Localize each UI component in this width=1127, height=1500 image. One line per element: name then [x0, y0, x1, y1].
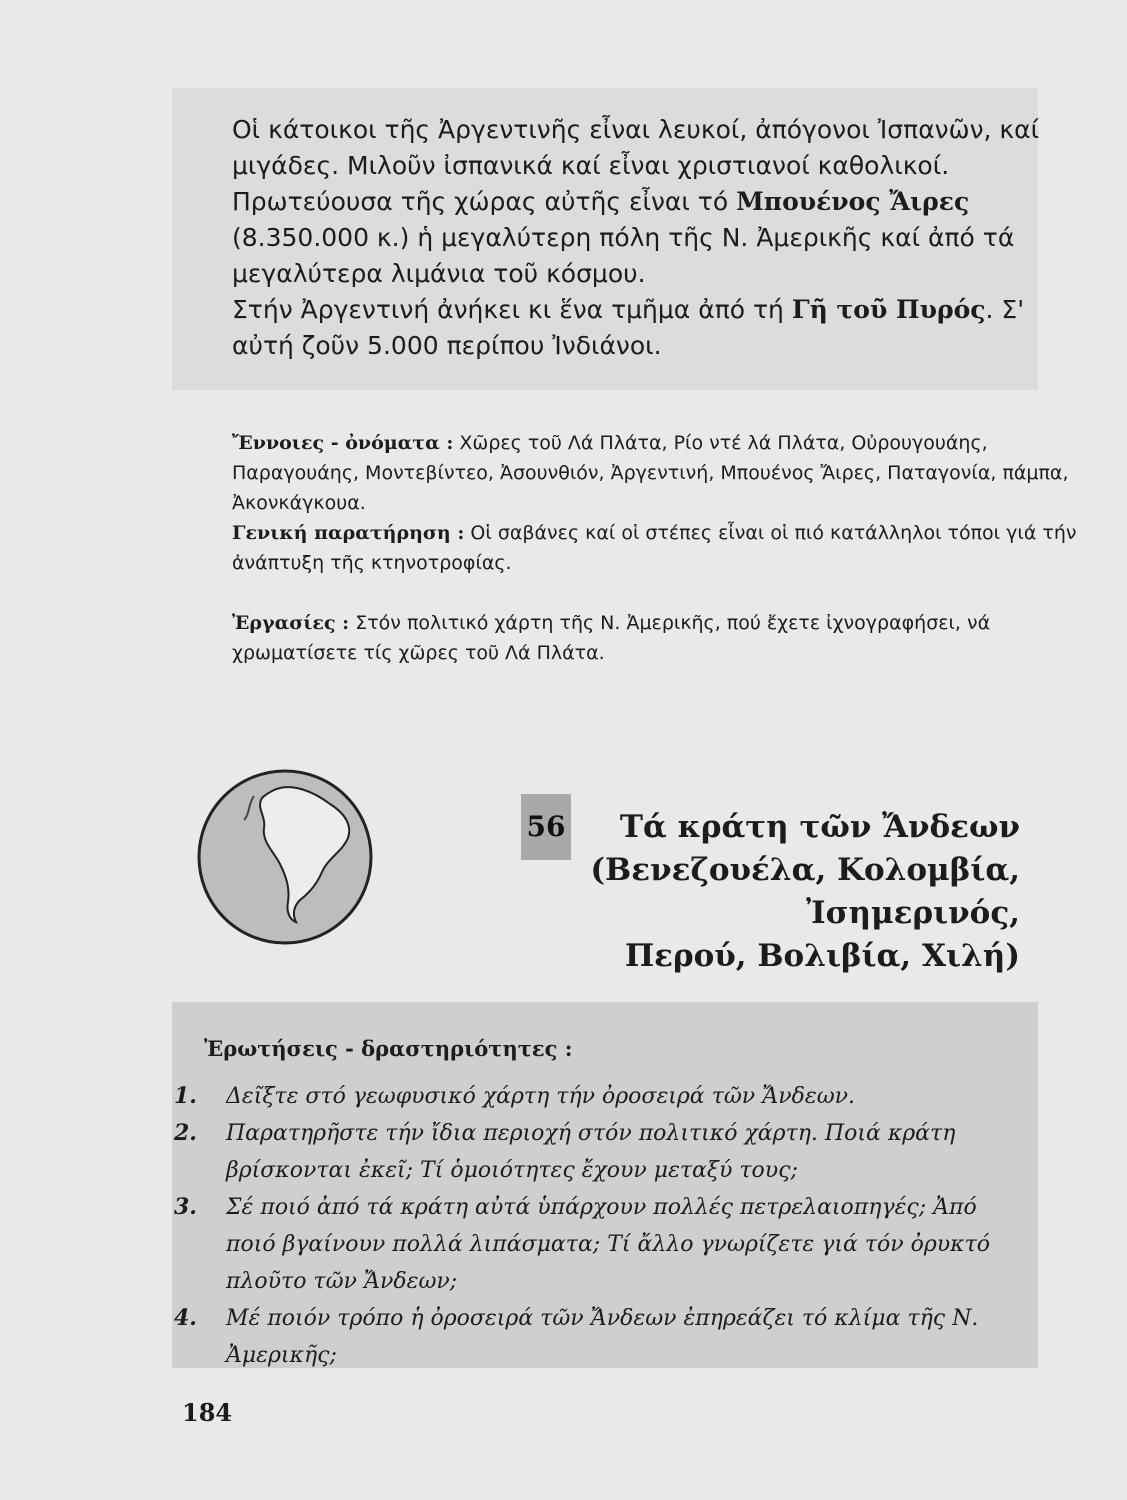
fire-land-text-pre: Στήν Ἀργεντινή ἀνήκει κι ἕνα τμῆμα ἀπό τή [232, 295, 784, 324]
concepts-label: Ἔννοιες - ὀνόματα : [232, 432, 454, 454]
question-number: 2. [174, 1120, 197, 1146]
capital-text-pre: Πρωτεύουσα τῆς χώρας αὐτῆς εἶναι τό [232, 187, 729, 216]
question-number: 4. [174, 1305, 197, 1331]
fire-land-paragraph [174, 292, 1078, 364]
questions-heading: Ἐρωτήσεις - δραστηριότητες : [204, 1036, 573, 1061]
concepts-block [174, 428, 1078, 518]
lesson-number: 56 [521, 794, 571, 860]
intro-paragraph: Οἱ κάτοικοι τῆς Ἀργεντινῆς εἶναι λευκοί, ἀπόγονοι Ἰσπανῶν, καί μιγάδες. Μιλοῦν ἰσπανικά καί εἶναι χριστιανοί καθολικοί. [232, 115, 1040, 180]
capital-name: Μπουένος Ἄιρες [736, 187, 970, 216]
lesson-title [420, 806, 1020, 978]
general-note-block [174, 518, 1078, 578]
exercises-block [174, 608, 1078, 668]
general-note-text: Οἱ σαβάνες καί οἱ στέπες εἶναι οἱ πιό κατάλληλοι τόποι γιά τήν ἀνάπτυξη τῆς κτηνοτροφίας. [232, 522, 1077, 574]
exercises-label: Ἐργασίες : [232, 612, 350, 634]
page-number: 184 [182, 1398, 233, 1427]
general-note-label: Γενική παρατήρηση : [232, 522, 465, 544]
question-text: Παρατηρῆστε τήν ἴδια περιοχή στόν πολιτικό χάρτη. Ποιά κράτη βρίσκονται ἐκεῖ; Τί ὁμοιότητες ἔχουν μεταξύ τους; [226, 1121, 956, 1183]
fire-land-text-post: . Σ' αὐτή ζοῦν 5.000 περίπου Ἰνδιάνοι. [232, 295, 1025, 360]
question-number: 1. [174, 1083, 197, 1109]
capital-text-post: (8.350.000 κ.) ἡ μεγαλύτερη πόλη τῆς Ν. Ἀμερικῆς καί ἀπό τά μεγαλύτερα λιμάνια τοῦ κόσμου. [232, 223, 1015, 288]
question-text: Δεῖξτε στό γεωφυσικό χάρτη τήν ὀροσειρά τῶν Ἄνδεων. [226, 1084, 856, 1109]
lesson-title-line3: Περού, Βολιβία, Χιλή) [624, 938, 1020, 974]
concepts-text: Χῶρες τοῦ Λά Πλάτα, Ρίο ντέ λά Πλάτα, Οὐρουγουάης, Παραγουάης, Μοντεβίντεο, Ἀσουνθιόν, Ἀργεντινή, Μπουένος Ἄιρες, Παταγονία, πάμπα, Ἀκονκάγκουα. [232, 432, 1069, 514]
question-text: Μέ ποιόν τρόπο ἡ ὀροσειρά τῶν Ἄνδεων ἐπηρεάζει τό κλίμα τῆς Ν. Ἀμερικῆς; [226, 1306, 979, 1368]
questions-list [174, 1078, 1020, 1374]
question-text: Σέ ποιό ἀπό τά κράτη αὐτά ὑπάρχουν πολλές πετρελαιοπηγές; Ἀπό ποιό βγαίνουν πολλά λιπάσματα; Τί ἄλλο γνωρίζετε γιά τόν ὀρυκτό πλοῦτο τῶν Ἄνδεων; [226, 1195, 991, 1294]
question-number: 3. [174, 1194, 197, 1220]
lesson-title-line1: Τά κράτη τῶν Ἄνδεων [619, 809, 1020, 845]
lesson-title-line2: (Βενεζουέλα, Κολομβία, Ἰσημερινός, [590, 852, 1020, 931]
capital-paragraph [174, 184, 1078, 292]
question-item [174, 1115, 1020, 1189]
question-item [174, 1189, 1020, 1300]
exercises-text: Στόν πολιτικό χάρτη τῆς Ν. Ἀμερικῆς, πού ἔχετε ἰχνογραφήσει, νά χρωματίσετε τίς χῶρες τοῦ Λά Πλάτα. [232, 612, 991, 664]
south-america-globe-icon [196, 768, 374, 946]
question-item [174, 1300, 1020, 1374]
question-item [174, 1078, 1020, 1115]
fire-land-name: Γῆ τοῦ Πυρός [791, 295, 986, 324]
